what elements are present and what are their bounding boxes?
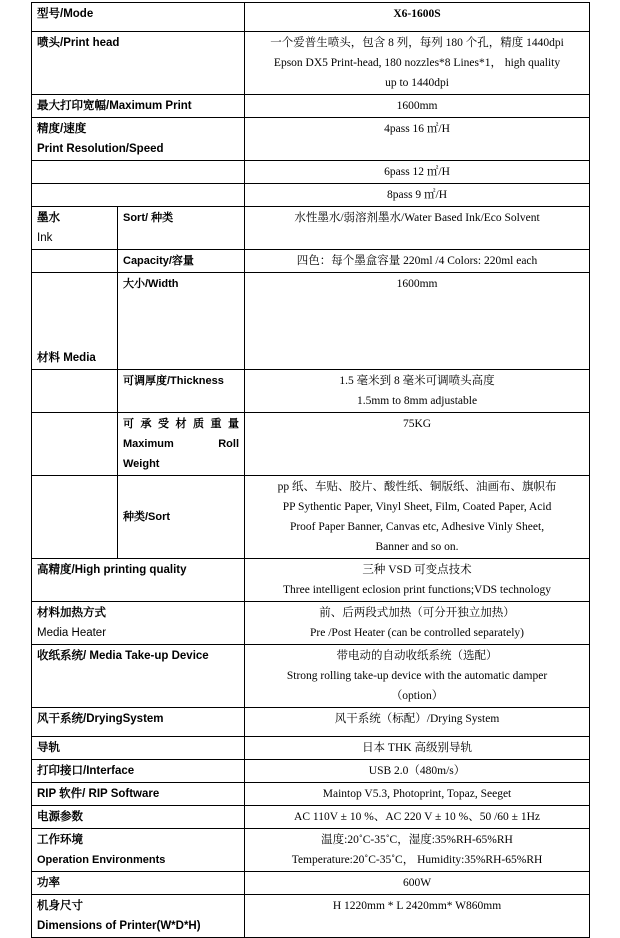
print-head-label: 喷头/Print head [32, 32, 245, 95]
row-quality [32, 559, 590, 602]
resolution-value-8pass: 8pass 9 ㎡/H [245, 184, 590, 207]
dimensions-value: H 1220mm * L 2420mm* W860mm [245, 895, 590, 938]
print-head-line: 一个爱普生喷头，包含 8 列，每列 180 个孔，精度 1440dpi [270, 37, 564, 49]
row-ink-capacity [32, 250, 590, 273]
media-type-line: Proof Paper Banner, Canvas etc, Adhesive Vinly Sheet, [289, 521, 545, 533]
quality-line: 三种 VSD 可变点技术 [362, 564, 472, 576]
media-roll-label-line: Weight [123, 458, 160, 470]
row-rip [32, 783, 590, 806]
rip-value: Maintop V5.3, Photoprint, Topaz, Seeget [245, 783, 590, 806]
ink-sort-label: Sort/ 种类 [118, 207, 245, 250]
quality-label: 高精度/High printing quality [32, 559, 245, 602]
environment-line: 温度:20˚C-35˚C，湿度:35%RH-65%RH [321, 834, 513, 846]
heater-line: 前、后两段式加热（可分开独立加热） [319, 607, 515, 619]
resolution-empty-cell [32, 161, 245, 184]
spec-table [31, 2, 590, 938]
row-interface [32, 760, 590, 783]
row-drying [32, 708, 590, 737]
print-head-line: up to 1440dpi [385, 77, 449, 89]
media-thickness-line: 1.5 毫米到 8 毫米可调喷头高度 [339, 375, 495, 387]
max-print-value: 1600mm [245, 95, 590, 118]
takeup-label: 收纸系统/ Media Take-up Device [32, 645, 245, 708]
row-ink-sort [32, 207, 590, 250]
ink-capacity-value: 四色：每个墨盒容量 220ml /4 Colors: 220ml each [245, 250, 590, 273]
rail-value: 日本 THK 高级别导轨 [245, 737, 590, 760]
ink-label-cn: 墨水 [37, 212, 60, 224]
ink-empty-cell [32, 250, 118, 273]
interface-value: USB 2.0（480m/s） [245, 760, 590, 783]
media-roll-label [118, 413, 245, 476]
row-media-width [32, 273, 590, 370]
max-print-label: 最大打印宽幅/Maximum Print [32, 95, 245, 118]
print-head-line: Epson DX5 Print-head, 180 nozzles*8 Lines*1， high quality [273, 57, 561, 69]
heater-value [245, 602, 590, 645]
row-media-thickness [32, 370, 590, 413]
media-type-line: Banner and so on. [375, 541, 459, 553]
row-heater [32, 602, 590, 645]
media-empty-cell [32, 476, 118, 559]
row-resolution-6pass [32, 161, 590, 184]
media-width-value: 1600mm [245, 273, 590, 370]
quality-line: Three intelligent eclosion print functions;VDS technology [283, 584, 551, 596]
dimensions-label [32, 895, 245, 938]
row-max-print [32, 95, 590, 118]
environment-label [32, 829, 245, 872]
heater-line: Pre /Post Heater (can be controlled separately) [310, 627, 524, 639]
heater-label-cn: 材料加热方式 [37, 607, 106, 619]
row-resolution [32, 118, 590, 161]
row-environment [32, 829, 590, 872]
media-width-label: 大小/Width [118, 273, 245, 370]
environment-value [245, 829, 590, 872]
resolution-label [32, 118, 245, 161]
drying-label: 风干系统/DryingSystem [32, 708, 245, 737]
wattage-label: 功率 [32, 872, 245, 895]
row-dimensions [32, 895, 590, 938]
takeup-value [245, 645, 590, 708]
ink-sort-value: 水性墨水/弱溶剂墨水/Water Based Ink/Eco Solvent [245, 207, 590, 250]
heater-label-en: Media Heater [37, 627, 107, 639]
media-thickness-line: 1.5mm to 8mm adjustable [356, 395, 478, 407]
media-roll-label-line: 可 承 受 材 质 重 量 [123, 418, 240, 430]
media-empty-cell [32, 370, 118, 413]
power-label: 电源参数 [32, 806, 245, 829]
row-print-head [32, 32, 590, 95]
quality-value [245, 559, 590, 602]
media-roll-label-line: Maximum Roll [123, 438, 240, 450]
interface-label: 打印接口/Interface [32, 760, 245, 783]
dimensions-label-cn: 机身尺寸 [37, 900, 83, 912]
model-label: 型号/Mode [32, 3, 245, 32]
media-thickness-value [245, 370, 590, 413]
resolution-label-cn: 精度/速度 [37, 123, 87, 135]
media-type-line: PP Sythentic Paper, Vinyl Sheet, Film, Coated Paper, Acid [282, 501, 552, 513]
wattage-value: 600W [245, 872, 590, 895]
row-wattage [32, 872, 590, 895]
resolution-label-en: Print Resolution/Speed [37, 143, 164, 155]
media-type-value [245, 476, 590, 559]
environment-label-en: Operation Environments [37, 854, 166, 866]
power-value: AC 110V ± 10 %、AC 220 V ± 10 %、50 /60 ± 1Hz [245, 806, 590, 829]
takeup-line: Strong rolling take-up device with the automatic damper [286, 670, 548, 682]
ink-label [32, 207, 118, 250]
rail-label: 导轨 [32, 737, 245, 760]
drying-value: 风干系统（标配）/Drying System [245, 708, 590, 737]
resolution-value-6pass: 6pass 12 ㎡/H [245, 161, 590, 184]
takeup-line: （option） [390, 690, 444, 702]
ink-label-en: Ink [37, 232, 53, 244]
row-rail [32, 737, 590, 760]
row-takeup [32, 645, 590, 708]
row-media-roll [32, 413, 590, 476]
heater-label [32, 602, 245, 645]
environment-line: Temperature:20˚C-35˚C， Humidity:35%RH-65%RH [291, 854, 543, 866]
rip-label: RIP 软件/ RIP Software [32, 783, 245, 806]
dimensions-label-en: Dimensions of Printer(W*D*H) [37, 920, 201, 932]
row-resolution-8pass [32, 184, 590, 207]
media-roll-value: 75KG [245, 413, 590, 476]
row-media-type [32, 476, 590, 559]
model-value: X6-1600S [245, 3, 590, 32]
media-thickness-label: 可调厚度/Thickness [118, 370, 245, 413]
print-head-value [245, 32, 590, 95]
row-power [32, 806, 590, 829]
row-model [32, 3, 590, 32]
resolution-value-4pass: 4pass 16 ㎡/H [245, 118, 590, 161]
media-type-label: 种类/Sort [118, 476, 245, 559]
media-label: 材料 Media [32, 273, 118, 370]
environment-label-cn: 工作环境 [37, 834, 83, 846]
takeup-line: 带电动的自动收纸系统（选配） [336, 650, 498, 662]
media-type-line: pp 纸、车贴、胶片、酸性纸、铜版纸、油画布、旗帜布 [277, 481, 557, 493]
resolution-empty-cell [32, 184, 245, 207]
ink-capacity-label: Capacity/容量 [118, 250, 245, 273]
media-empty-cell [32, 413, 118, 476]
